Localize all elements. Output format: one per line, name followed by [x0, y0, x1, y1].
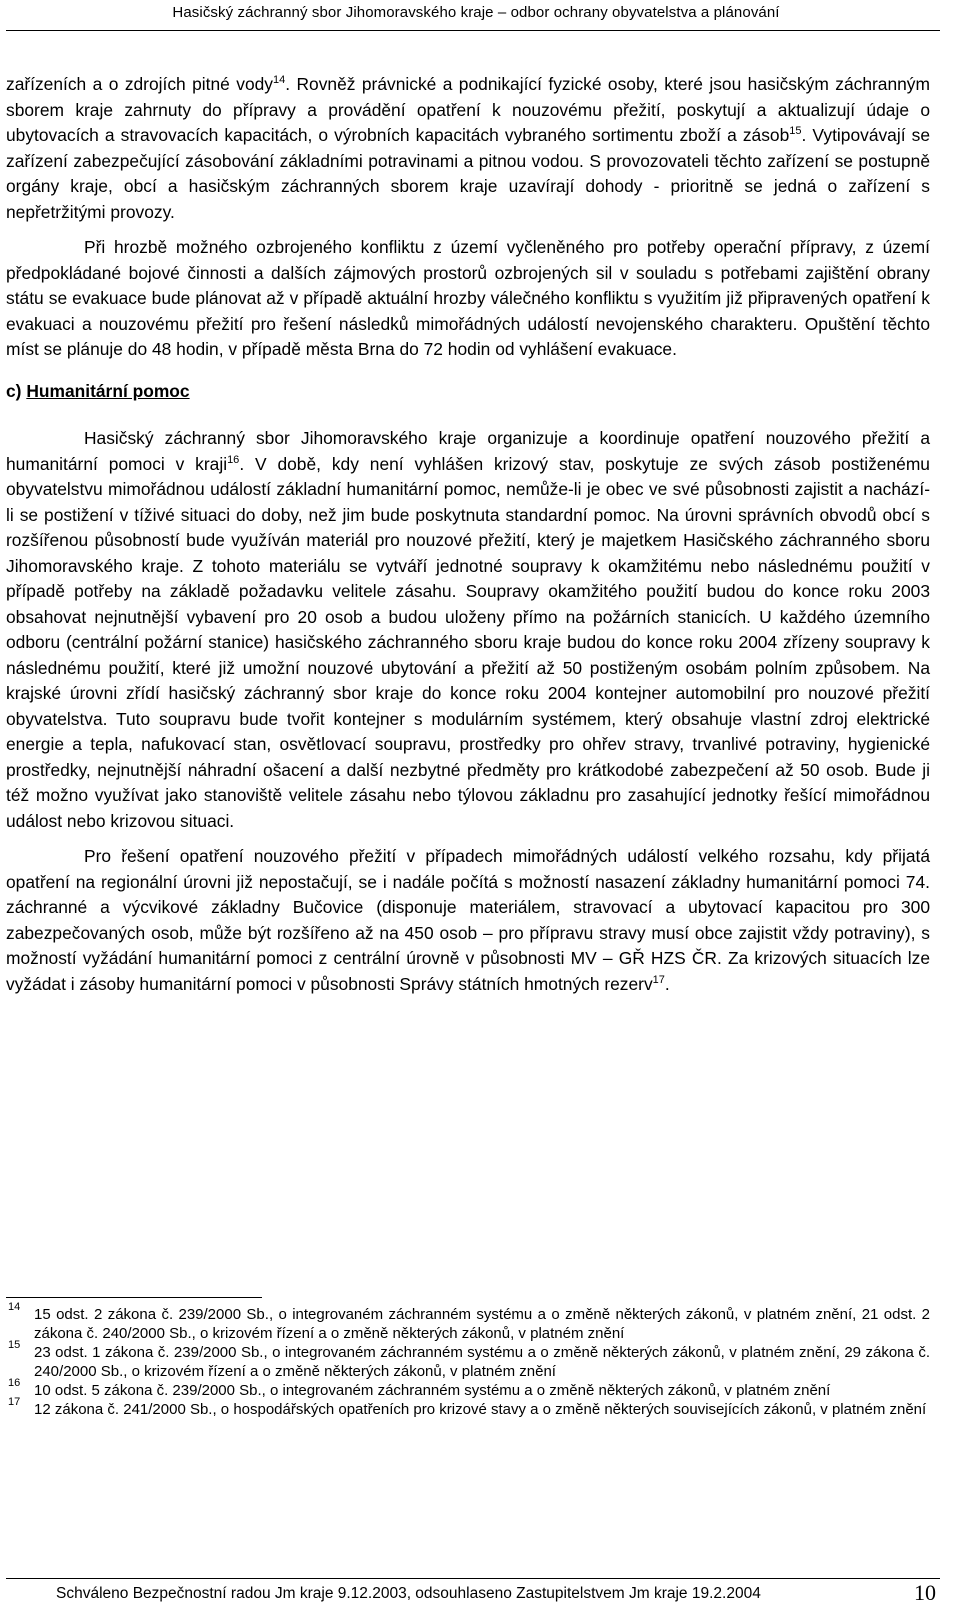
page-header: Hasičský záchranný sbor Jihomoravského kraje – odbor ochrany obyvatelstva a plánování [172, 4, 780, 21]
footnote-ref-16: 16 [227, 453, 240, 466]
paragraph-2: Při hrozbě možného ozbrojeného konfliktu z území vyčleněného pro potřeby operační přípravy, z území předpokládané bojové činnosti a dalších zájmových prostorů ozbrojených sil v souladu s potřebami zajištění obrany státu se evakuace bude plánovat až v případě aktuální hrozby válečného konfliktu s využitím již připravených opatření k evakuaci a nouzovému přežití pro řešení následků mimořádných událostí nevojenského charakteru. Opuštění těchto míst se plánuje do 48 hodin, v případě města Brna do 72 hodin od vyhlášení evakuace. [6, 237, 930, 359]
document-body [6, 72, 930, 997]
header-divider [6, 30, 940, 31]
paragraph-4: Pro řešení opatření nouzového přežití v případech mimořádných událostí velkého rozsahu, kdy přijatá opatření na regionální úrovni již nepostačují, se i nadále počítá s možností nasazení základny humanitární pomoci 74. záchranné a výcvikové základny Bučovice (disponuje materiálem, stravovací a ubytovací kapacitou pro 300 zabezpečovaných osob, může být rozšířeno až na 450 osob – pro přípravu stravy musí obce zajistit vždy potraviny), s možností vyžádání humanitární pomoci z centrální úrovně v působnosti MV – GŘ HZS ČR. Za krizových situacích lze vyžádat i zásoby humanitární pomoci v působnosti Správy státních hmotných rezerv$^{17}$. [6, 846, 930, 994]
footer-divider [6, 1578, 940, 1579]
footnote-ref-15: 15 [789, 125, 802, 138]
footnote-item: 17 12 zákona č. 241/2000 Sb., o hospodářských opatřeních pro krizové stavy a o změně některých souvisejících zákonů, v platném znění [8, 1396, 927, 1418]
footnote-ref-14: 14 [273, 74, 286, 87]
footnote-ref-17: 17 [652, 973, 665, 986]
footnotes [6, 1301, 930, 1419]
page-number: 10 [914, 1580, 936, 1605]
footnote-item: 14 15 odst. 2 zákona č. 239/2000 Sb., o integrovaném záchranném systému a o změně některých zákonů, v platném znění, 21 odst. 2 zákona č. 240/2000 Sb., o krizovém řízení a o změně některých zákonů, v platném znění [8, 1301, 930, 1342]
paragraph-3: Hasičský záchranný sbor Jihomoravského kraje organizuje a koordinuje opatření nouzového přežití a humanitární pomoci v kraji$^{16}$. V době, kdy není vyhlášen krizový stav, poskytuje ze svých zásob postiženému obyvatelstvu mimořádnou událostí základní humanitární pomoc, nemůže-li je obec ve své působnosti zajistit a nachází-li se postižení v tíživé situaci do doby, než jim bude poskytnuta standardní pomoc. Na úrovni správních obvodů obcí s rozšířenou působností bude využíván materiál pro nouzové přežití, který je majetkem Hasičského záchranného sboru Jihomoravského kraje. Z tohoto materiálu se vytváří jednotné soupravy k okamžitému nebo následnému použití v případě potřeby na základě požadavku velitele zásahu. Soupravy okamžitého použití budou do konce roku 2003 obsahovat nejnutnější vybavení pro 20 osob a budou uloženy přímo na požárních stanicích. U každého územního odboru (centrální požární stanice) hasičského záchranného sboru kraje budou do konce roku 2004 zřízeny soupravy k následnému použití, které již umožní nouzové ubytování a přežití až 50 postiženým osobám polním způsobem. Na krajské úrovni zřídí hasičský záchranný sbor kraje do konce roku 2004 kontejner automobilní pro nouzové přežití obyvatelstva. Tuto soupravu bude tvořit kontejner s modulárním systémem, který obsahuje vlastní zdroj elektrické energie a tepla, nafukovací stan, osvětlovací soupravu, prostředky pro ohřev stravy, trvanlivé potraviny, hygienické prostředky, nejnutnější náhradní ošacení a další nezbytné předměty pro krátkodobé zabezpečení až 50 osob. Bude ji též možno využívat jako stanoviště velitele zásahu nebo týlovou základnu pro zasahující jednotky řešící mimořádnou událost nebo krizovou situaci. [6, 428, 930, 831]
footnote-divider [6, 1297, 262, 1298]
paragraph-1: zařízeních a o zdrojích pitné vody$^{14}$. Rovněž právnické a podnikající fyzické osoby, které jsou hasičským záchranným sborem kraje zahrnuty do přípravy a provádění opatření k nouzovému přežití, poskytují a aktualizují údaje o ubytovacích a stravovacích kapacitách, o výrobních kapacitách vybraného sortimentu zboží a zásob$^{15}$. Vytipovávají se zařízení zabezpečující zásobování základními potravinami a pitnou vodou. S provozovateli těchto zařízení se postupně orgány kraje, obcí a hasičským záchranných sborem kraje uzavírají dohody - prioritně se jedná o zařízení s nepřetržitými provozy. [6, 74, 931, 222]
section-letter: c) [6, 380, 22, 401]
section-heading [6, 379, 930, 405]
footnote-item: 16 10 odst. 5 zákona č. 239/2000 Sb., o integrovaném záchranném systému a o změně některých zákonů, v platném znění [8, 1377, 831, 1399]
footnote-item: 15 23 odst. 1 zákona č. 239/2000 Sb., o integrovaném záchranném systému a o změně některých zákonů, v platném znění, 29 zákona č. 240/2000 Sb., o krizovém řízení a o změně některých zákonů, v platném znění [8, 1339, 930, 1380]
page-footer: Schváleno Bezpečnostní radou Jm kraje 9.12.2003, odsouhlaseno Zastupitelstvem Jm kraje 19.2.2004 [56, 1585, 761, 1602]
section-title: Humanitární pomoc [26, 380, 190, 401]
